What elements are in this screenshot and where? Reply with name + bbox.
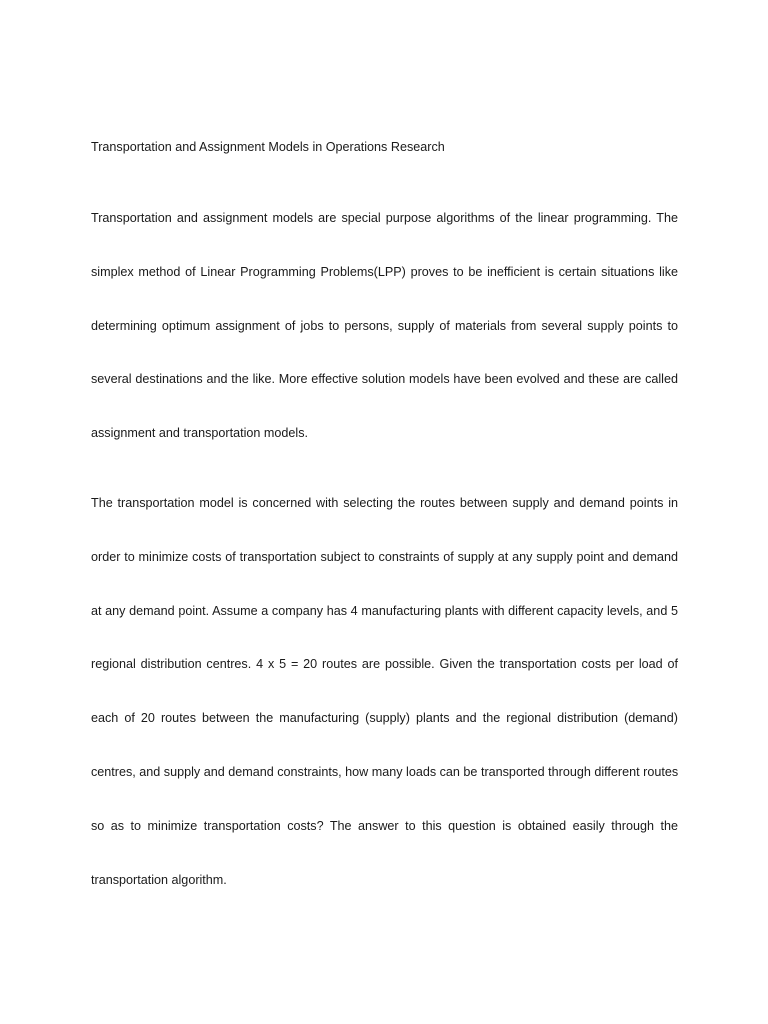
text-line: The transportation model is concerned with selecting the routes between supply and demand points in bbox=[91, 496, 678, 510]
text-line: order to minimize costs of transportation subject to constraints of supply at any supply point and demand bbox=[91, 549, 678, 564]
text-line: simplex method of Linear Programming Problems(LPP) proves to be inefficient is certain situations like bbox=[91, 264, 678, 279]
text-line: determining optimum assignment of jobs to persons, supply of materials from several supply points to bbox=[91, 318, 678, 333]
text-line: regional distribution centres. 4 x 5 = 20 routes are possible. Given the transportation costs per load of bbox=[91, 657, 678, 672]
paragraph-transportation-model bbox=[91, 495, 678, 925]
text-line: centres, and supply and demand constraints, how many loads can be transported through different routes bbox=[91, 764, 678, 779]
text-line: several destinations and the like. More effective solution models have been evolved and these are called bbox=[91, 372, 678, 387]
text-line: Transportation and assignment models are special purpose algorithms of the linear programming. The bbox=[91, 211, 678, 225]
text-line: so as to minimize transportation costs? The answer to this question is obtained easily through the bbox=[91, 818, 678, 833]
text-line: assignment and transportation models. bbox=[91, 426, 309, 441]
text-line: each of 20 routes between the manufacturing (supply) plants and the regional distribution (demand) bbox=[91, 711, 678, 726]
text-line: transportation algorithm. bbox=[91, 872, 227, 887]
paragraph-intro bbox=[91, 210, 678, 479]
document-title: Transportation and Assignment Models in Operations Research bbox=[91, 140, 445, 154]
text-line: at any demand point. Assume a company has 4 manufacturing plants with different capacity levels, and 5 bbox=[91, 603, 678, 618]
